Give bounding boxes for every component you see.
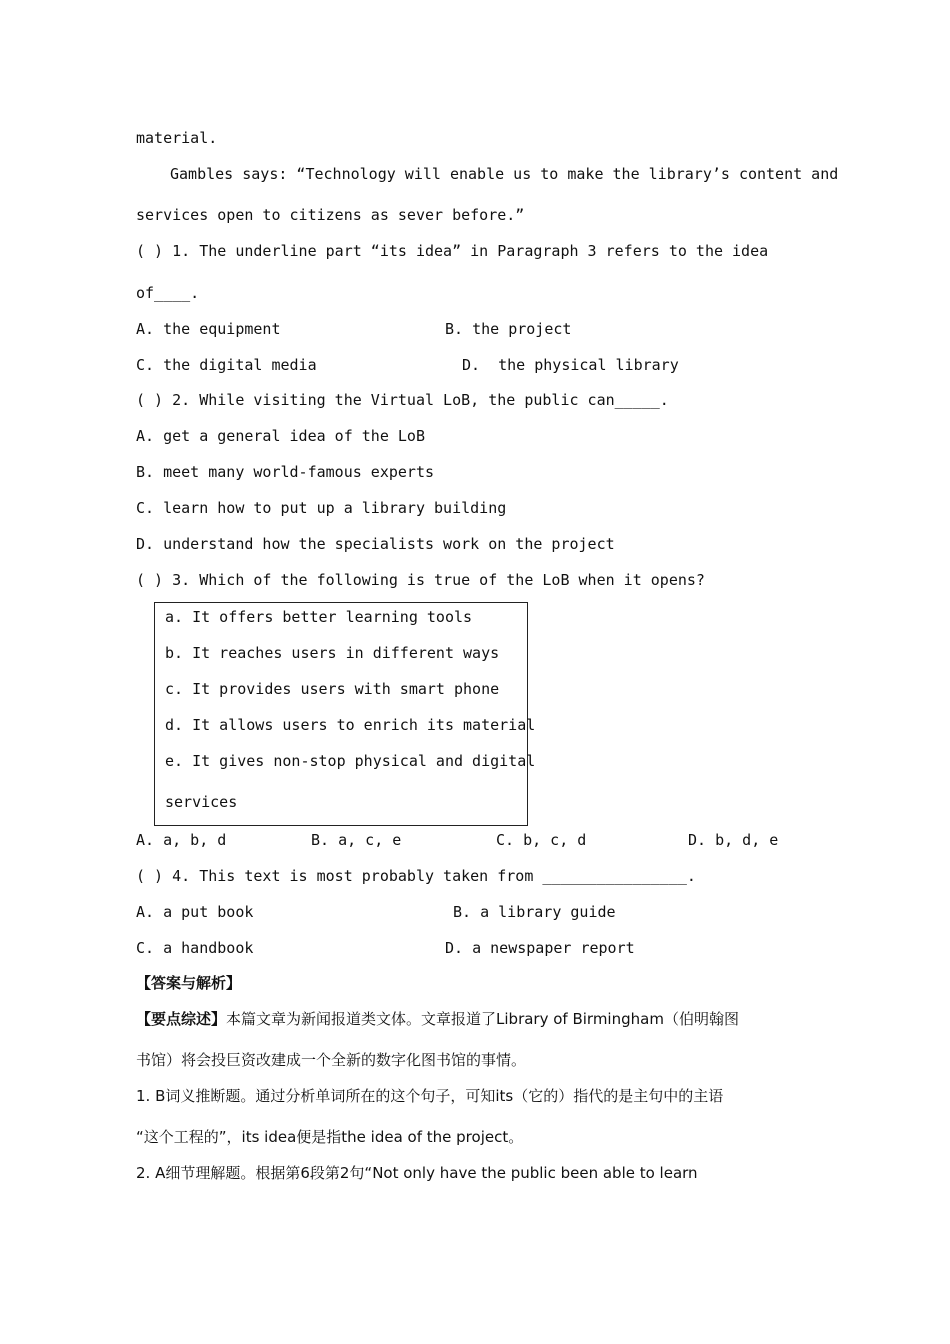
statement-e: e. It gives non-stop physical and digital bbox=[165, 752, 536, 770]
option-a: A. get a general idea of the LoB bbox=[136, 427, 425, 445]
summary-label: 【要点综述】 bbox=[136, 1010, 227, 1028]
option-a: A. the equipment bbox=[136, 320, 281, 338]
statement-e-cont: services bbox=[165, 793, 238, 811]
summary-line-2: 书馆）将会投巨资改建成一个全新的数字化图书馆的事情。 bbox=[136, 1051, 527, 1069]
option-d: D. a newspaper report bbox=[445, 939, 635, 957]
summary-line bbox=[136, 1009, 739, 1029]
statement-a: a. It offers better learning tools bbox=[165, 608, 473, 626]
option-b: B. meet many world-famous experts bbox=[136, 463, 435, 481]
option-b: B. a, c, e bbox=[311, 831, 402, 849]
option-d: D. understand how the specialists work on the project bbox=[136, 535, 615, 553]
option-c: C. b, c, d bbox=[496, 831, 587, 849]
statement-d: d. It allows users to enrich its material bbox=[165, 716, 536, 734]
answer-2: 2. A细节理解题。根据第6段第2句“Not only have the public been able to learn bbox=[136, 1164, 698, 1182]
answer-1-cont: “这个工程的”，its idea便是指the idea of the project。 bbox=[136, 1128, 524, 1146]
text-line: Gambles says: “Technology will enable us to make the library’s content and bbox=[170, 165, 839, 183]
text-line: material. bbox=[136, 129, 218, 147]
question-4: ( ) 4. This text is most probably taken from ________________. bbox=[136, 867, 696, 885]
option-b: B. a library guide bbox=[453, 903, 616, 921]
summary-text: 本篇文章为新闻报道类文体。文章报道了Library of Birmingham（伯明翰图 bbox=[226, 1010, 739, 1028]
option-c: C. learn how to put up a library building bbox=[136, 499, 507, 517]
statement-b: b. It reaches users in different ways bbox=[165, 644, 500, 662]
statement-c: c. It provides users with smart phone bbox=[165, 680, 500, 698]
option-a: A. a, b, d bbox=[136, 831, 227, 849]
text-line: services open to citizens as sever before.” bbox=[136, 206, 525, 224]
question-1: ( ) 1. The underline part “its idea” in Paragraph 3 refers to the idea bbox=[136, 242, 769, 260]
option-d: D. the physical library bbox=[462, 356, 679, 374]
answer-header: 【答案与解析】 bbox=[136, 974, 242, 992]
option-a: A. a put book bbox=[136, 903, 254, 921]
question-3: ( ) 3. Which of the following is true of the LoB when it opens? bbox=[136, 571, 705, 589]
option-c: C. a handbook bbox=[136, 939, 254, 957]
question-1-cont: of____. bbox=[136, 284, 200, 302]
option-c: C. the digital media bbox=[136, 356, 317, 374]
answer-1: 1. B词义推断题。通过分析单词所在的这个句子，可知its（它的）指代的是主句中的主语 bbox=[136, 1087, 724, 1105]
question-2: ( ) 2. While visiting the Virtual LoB, the public can_____. bbox=[136, 391, 669, 409]
option-d: D. b, d, e bbox=[688, 831, 779, 849]
option-b: B. the project bbox=[445, 320, 572, 338]
